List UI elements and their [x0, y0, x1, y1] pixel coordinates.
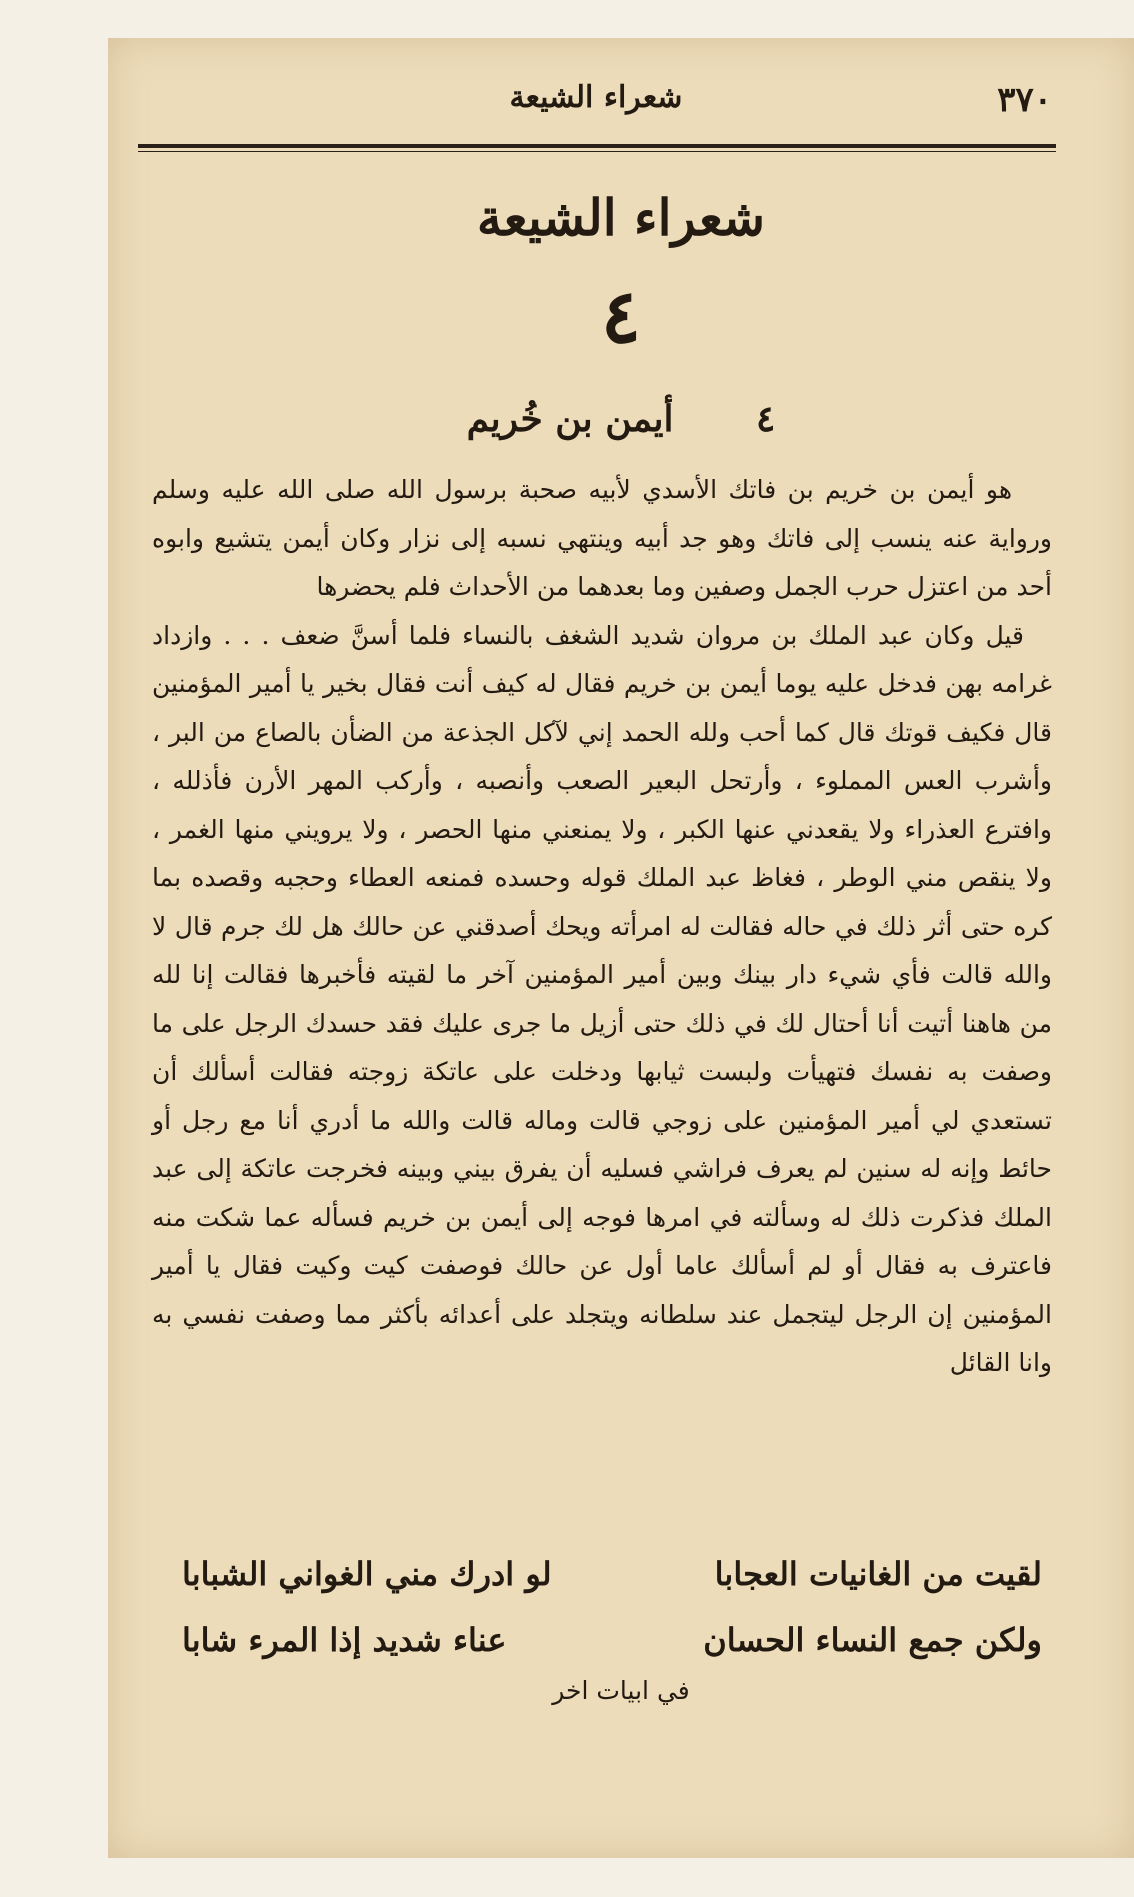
poem	[182, 1544, 1042, 1676]
poet-number: ٤	[756, 398, 776, 440]
poem-note: في ابيات اخر	[552, 1676, 690, 1705]
chapter-title: شعراء الشيعة	[476, 188, 766, 247]
verse-second-hemistich: عناء شديد إذا المرء شابا	[182, 1621, 507, 1659]
running-title: شعراء الشيعة	[509, 80, 683, 115]
poet-heading	[108, 398, 1134, 440]
chapter-number: ٤	[601, 274, 641, 360]
verse-second-hemistich: لو ادرك مني الغواني الشبابا	[182, 1555, 552, 1593]
biography-text	[152, 466, 1052, 1388]
running-header	[140, 80, 1052, 130]
poem-verse	[182, 1544, 1042, 1610]
header-rule-thin	[138, 151, 1056, 152]
page-number: ٣٧٠	[997, 80, 1052, 120]
paragraph-lineage: هو أيمن بن خريم بن فاتك الأسدي لأبيه صحبة برسول الله صلى الله عليه وسلم ورواية عنه ينسب إلى فاتك وهو جد أبيه وينتهي نسبه إلى نزار وكان أيمن يتشيع وابوه أحد من اعتزل حرب الجمل وصفين وما بعدهما من الأحداث فلم يحضرها	[152, 475, 1052, 601]
poet-name: أيمن بن خُريم	[466, 398, 674, 440]
paragraph-anecdote: قيل وكان عبد الملك بن مروان شديد الشغف بالنساء فلما أسنَّ ضعف . . . وازداد غرامه بهن فدخل عليه يوما أيمن بن خريم فقال له كيف أنت فقال بخير يا أمير المؤمنين قال فكيف قوتك قال كما أحب ولله الحمد إني لآكل الجذعة من الضأن بالصاع من البر ، وأشرب العس المملوء ، وأرتحل البعير الصعب وأنصبه ، وأركب المهر الأرن فأذلله ، وافترع العذراء ولا يقعدني عنها الكبر ، ولا يمنعني منها الحصر ، ولا يرويني منها الغمر ، ولا ينقص مني الوطر ، فغاظ عبد الملك قوله وحسده فمنعه العطاء وحجبه وقصده بما كره حتى أثر ذلك في حاله فقالت له امرأته ويحك أصدقني عن حالك هل لك جرم قال لا والله قالت فأي شيء دار بينك وبين أمير المؤمنين آخر ما لقيته فأخبرها فقالت إنا لله من هاهنا أتيت أنا أحتال لك في ذلك حتى أزيل ما جرى عليك فقد حسدك الرجل على ما وصفت به نفسك فتهيأت ولبست ثيابها ودخلت على عاتكة زوجته فقالت أسألك أن تستعدي لي أمير المؤمنين على زوجي قالت وماله قالت والله ما أدري أنا مع رجل أو حائط وإنه له سنين لم يعرف فراشي فسليه أن يفرق بيني وبينه فخرجت عاتكة إلى عبد الملك فذكرت ذلك له وسألته في امرها فوجه إلى أيمن بن خريم فسأله عما شكت منه فاعترف به فقال أو لم أسألك عاما أول عن حالك فوصفت كيت وكيت فقال يا أمير المؤمنين إن الرجل ليتجمل عند سلطانه ويتجلد على أعدائه بأكثر مما وصفت نفسي به وانا القائل	[152, 620, 1052, 1377]
book-page	[108, 38, 1134, 1858]
verse-first-hemistich: لقيت من الغانيات العجابا	[714, 1555, 1042, 1593]
poem-verse	[182, 1610, 1042, 1676]
header-rule-thick	[138, 144, 1056, 148]
verse-first-hemistich: ولكن جمع النساء الحسان	[703, 1621, 1042, 1659]
